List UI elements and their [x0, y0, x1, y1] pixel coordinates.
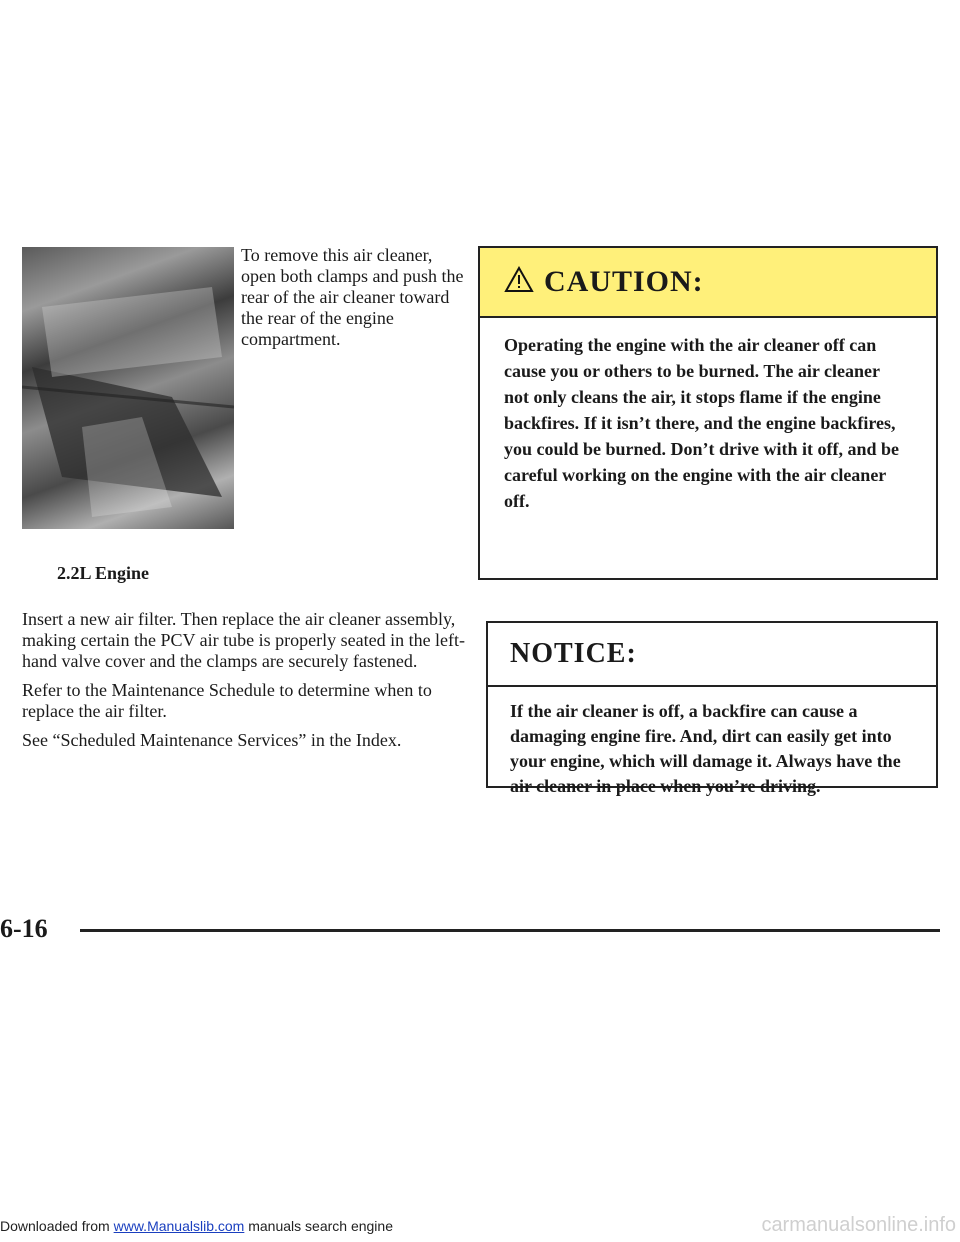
manualslib-link[interactable]: www.Manualslib.com — [113, 1218, 245, 1234]
notice-text: If the air cleaner is off, a backfire can cause a damaging engine fire. And, dirt can easily get into your engine, which will damage it. Always have the air cleaner in place when you’re driving. — [510, 701, 901, 796]
notice-box — [486, 621, 938, 796]
paragraph-maintenance-schedule: Refer to the Maintenance Schedule to determine when to replace the air filter. — [22, 680, 432, 721]
intro-text: To remove this air cleaner, open both clamps and push the rear of the air cleaner toward the rear of the engine compartment. — [241, 245, 464, 349]
page-number: 6-16 — [0, 914, 48, 943]
download-footer — [0, 1218, 393, 1234]
notice-title: NOTICE: — [510, 638, 637, 669]
photo-caption: 2.2L Engine — [57, 563, 150, 583]
warning-triangle-icon — [504, 266, 534, 298]
notice-header — [488, 623, 936, 687]
paragraph-see-index: See “Scheduled Maintenance Services” in the Index. — [22, 730, 402, 750]
caution-box — [478, 246, 938, 580]
watermark: carmanualsonline.info — [761, 1214, 956, 1236]
caution-header — [480, 248, 936, 318]
caution-title: CAUTION: — [544, 265, 704, 298]
paragraph-insert-filter: Insert a new air filter. Then replace the air cleaner assembly, making certain the PCV air tube is properly seated in the left-hand valve cover and the clamps are securely fastened. — [22, 609, 466, 671]
footer-prefix: Downloaded from — [0, 1218, 114, 1234]
footer-rule — [80, 929, 940, 932]
body-text — [22, 609, 482, 759]
engine-photo — [22, 247, 234, 529]
footer-suffix: manuals search engine — [244, 1218, 393, 1234]
caution-text: Operating the engine with the air cleaner off can cause you or others to be burned. The air cleaner not only cleans the air, it stops flame if the engine backfires. If it isn’t there, and the engine backfires, you could be burned. Don’t drive with it off, and be careful working on the engine with the air cleaner off. — [504, 335, 900, 511]
